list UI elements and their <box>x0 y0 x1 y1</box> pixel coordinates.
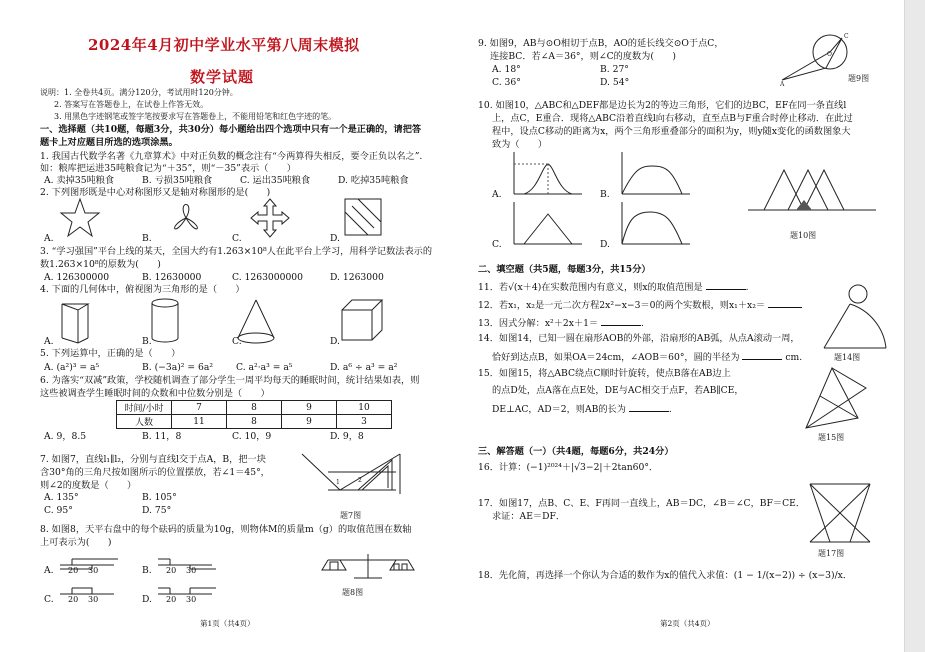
q10-text-cont3: 致为（ ） <box>492 139 548 150</box>
table-cell: 人数 <box>117 415 172 429</box>
exam-title: 2024年4月初中学业水平第八周末模拟 <box>88 36 360 54</box>
q17-text: 17．如图17，点B、C、E、F再同一直线上，AB＝DC，∠B＝∠C，BF＝CE． <box>478 498 806 509</box>
q4-cylinder-figure <box>150 298 180 344</box>
q12-text <box>478 298 802 312</box>
q4-option-d: D. <box>330 336 340 347</box>
q5-text: 5. 下列运算中，正确的是（ ） <box>40 348 181 359</box>
q10-graph-d <box>616 200 692 246</box>
note-2: 2. 答案写在答题卷上，在试卷上作答无效。 <box>54 100 209 109</box>
q3-option-b: B. 12630000 <box>142 272 202 283</box>
q8-axis-c-label-20: 20 <box>68 595 79 604</box>
q11-answer-blank[interactable] <box>706 280 746 290</box>
section2-heading: 二、填空题（共5题，每题3分，共15分） <box>478 264 651 275</box>
figure-10-caption: 题10图 <box>790 231 817 240</box>
figure-8-balance <box>318 548 418 584</box>
q2-arrows-figure <box>250 198 290 238</box>
q2-option-d: D. <box>330 233 340 244</box>
svg-text:O: O <box>827 51 832 58</box>
page-1-footer: 第1页（共4页） <box>200 619 255 628</box>
q4-prism-figure <box>58 298 94 344</box>
q15-text: 15．如图15，将△ABC绕点C顺时针旋转，使点B落在AB边上 <box>478 368 731 379</box>
page-1 <box>0 0 455 652</box>
q7-text-cont: 含30°角的三角尺按如图所示的位置摆放，若∠1＝45°， <box>40 467 270 478</box>
table-cell: 11 <box>172 415 227 429</box>
note-1: 说明：1. 全卷共4页。满分120分，考试用时120分钟。 <box>40 88 238 97</box>
q17-text-cont: 求证：AE＝DF． <box>492 511 566 522</box>
table-cell: 时间/小时 <box>117 401 172 415</box>
q4-option-c: C. <box>232 336 242 347</box>
figure-8-caption: 题8图 <box>342 588 364 597</box>
q8-axis-b-label-30: 30 <box>186 566 197 575</box>
q5-option-b: B. (−3a)² = 6a² <box>142 362 214 373</box>
q6-option-a: A. 9，8.5 <box>44 431 87 442</box>
q3-option-c: C. 1263000000 <box>232 272 303 283</box>
q8-axis-b-label-20: 20 <box>166 566 177 575</box>
q9-text-cont: 连接BC．若∠A＝36°，则∠C的度数为( ) <box>490 51 676 62</box>
q10-graph-a <box>508 150 584 196</box>
q2-trefoil-figure <box>166 198 206 238</box>
q4-cube-figure <box>340 298 384 342</box>
svg-text:1: 1 <box>336 479 340 486</box>
q14-label: 恰好到达点B，如果OA＝24cm，∠AOB＝60°，圆的半径为 <box>492 352 740 363</box>
q8-axis-a-label-20: 20 <box>68 566 79 575</box>
q9-text: 9. 如图9，AB与⊙O相切于点B，AO的延长线交⊙O于点C， <box>478 38 724 49</box>
q1-text-cont: 如：粮库把运进35吨粮食记为“＋35”，则“－35”表示（ ） <box>40 163 296 174</box>
q10-option-c: C. <box>492 239 502 250</box>
q13-label: 13．因式分解：x²＋2x＋1＝ <box>478 318 599 329</box>
q3-text-cont: 数1.263×10⁸的原数为( ) <box>40 259 161 270</box>
q7-option-c: C. 95° <box>44 505 73 516</box>
q14-unit: cm. <box>785 352 803 363</box>
q3-text: 3. “学习强国”平台上线的某天，全国大约有1.263×10⁸人在此平台上学习，用科学记数法表示的 <box>40 246 433 257</box>
q10-option-a: A. <box>492 189 502 200</box>
table-cell: 8 <box>227 415 282 429</box>
q1-option-d: D. 吃掉35吨粮食 <box>338 175 409 186</box>
vertical-scrollbar[interactable] <box>904 0 925 652</box>
q5-option-c: C. a²·a³ = a⁵ <box>236 362 293 373</box>
figure-9 <box>780 30 850 86</box>
q8-option-b: B. <box>142 565 152 576</box>
note-3: 3. 用黑色字迹钢笔或签字笔按要求写在答题卷上，不能用铅笔和红色字迹的笔。 <box>54 112 337 121</box>
q15-text-cont: 的点D处，点A落在点E处，DE与AC相交于点F，若AB∥CE， <box>492 385 744 396</box>
q8-axis-d-label-20: 20 <box>166 595 177 604</box>
q1-text: 1. 我国古代数学名著《九章算术》中对正负数的概念注有“今两算得失相反，要令正负以名之”. <box>40 151 423 162</box>
q4-option-b: B. <box>142 336 152 347</box>
q6-table <box>116 400 392 429</box>
q7-text: 7. 如图7，直线l₁∥l₂，分别与直线l交于点A，B，把一块 <box>40 454 266 465</box>
q11-label: 11．若√(x＋4)在实数范围内有意义，则x的取值范围是 <box>478 282 703 293</box>
q18-text: 18．先化简，再选择一个你认为合适的数作为x的值代入求值：(1 − 1/(x−2)) ÷ (x−3)/x． <box>478 570 853 581</box>
q9-option-c: C. 36° <box>492 77 521 88</box>
figure-9-caption: 题9图 <box>848 74 870 83</box>
q14-text: 14．如图14，已知一圆在扇形AOB的外部，沿扇形的AB弧，从点A滚动一周， <box>478 333 800 344</box>
page-2 <box>460 0 905 652</box>
figure-17 <box>800 480 890 546</box>
svg-text:C: C <box>844 33 849 40</box>
q7-option-b: B. 105° <box>142 492 177 503</box>
q10-text: 10. 如图10，△ABC和△DEF都是边长为2的等边三角形，它们的边BC，EF在同一条直线l <box>478 100 847 111</box>
q15-label: DE⊥AC，AD＝2，则AB的长为 <box>492 404 626 415</box>
q2-option-a: A. <box>44 233 54 244</box>
q13-answer-blank[interactable] <box>601 316 641 326</box>
q14-text-cont <box>492 350 802 364</box>
q8-axis-d-label-30: 30 <box>186 595 197 604</box>
figure-10 <box>748 160 878 220</box>
q10-graph-b <box>616 150 692 196</box>
q16-text: 16．计算：(−1)²⁰²⁴＋|√3−2|＋2tan60°． <box>478 462 659 473</box>
svg-text:2: 2 <box>358 477 362 484</box>
section1-heading: 一、选择题（共10题，每题3分，共30分）每小题给出四个选项中只有一个是正确的，请把答 <box>40 124 422 135</box>
q8-axis-c-label-30: 30 <box>88 595 99 604</box>
q1-option-b: B. 亏损35吨粮食 <box>142 175 213 186</box>
q8-option-d: D. <box>142 594 152 605</box>
figure-7 <box>300 452 410 498</box>
exam-subtitle: 数学试题 <box>190 68 255 86</box>
q8-text: 8. 如图8，天平右盘中的每个砝码的质量为10g，则物体M的质量m（g）的取值范围在数轴 <box>40 524 412 535</box>
q7-option-a: A. 135° <box>44 492 79 503</box>
figure-14 <box>820 284 890 352</box>
q4-text: 4. 下面的几何体中，俯视图为三角形的是（ ） <box>40 284 245 295</box>
q4-cone-figure <box>236 298 276 344</box>
table-cell: 10 <box>337 401 392 415</box>
table-row <box>117 415 392 429</box>
q6-option-c: C. 10，9 <box>232 431 272 442</box>
figure-7-caption: 题7图 <box>340 511 362 520</box>
figure-14-caption: 题14图 <box>834 353 861 362</box>
page-2-footer: 第2页（共4页） <box>660 619 715 628</box>
table-cell: 9 <box>282 415 337 429</box>
q12-label: 12．若x₁，x₂是一元二次方程2x²−x−3＝0的两个实数根，则x₁＋x₂＝ <box>478 300 766 311</box>
q7-text-cont2: 则∠2的度数是（ ） <box>40 480 137 491</box>
q2-text: 2. 下列图形既是中心对称图形又是轴对称图形的是( ) <box>40 187 271 198</box>
q13-text: 13．因式分解：x²＋2x＋1＝ . <box>478 318 644 329</box>
q2-option-c: C. <box>232 233 242 244</box>
q8-option-a: A. <box>44 565 54 576</box>
q2-option-b: B. <box>142 233 152 244</box>
q9-option-b: B. 27° <box>600 64 629 75</box>
figure-17-caption: 题17图 <box>818 549 845 558</box>
table-cell: 7 <box>172 401 227 415</box>
q7-option-d: D. 75° <box>142 505 172 516</box>
svg-text:A: A <box>780 81 785 88</box>
q15-answer-blank[interactable] <box>629 402 669 412</box>
q2-star-figure <box>60 198 100 238</box>
section3-heading: 三、解答题（一）（共4题，每题6分，共24分） <box>478 446 674 457</box>
section1-heading-cont: 题卡上对应题目所选的选项涂黑。 <box>40 137 178 148</box>
q3-option-d: D. 1263000 <box>330 272 384 283</box>
q12-answer-blank[interactable] <box>768 298 802 308</box>
q6-option-b: B. 11，8 <box>142 431 182 442</box>
q5-option-a: A. (a²)³ = a⁵ <box>44 362 100 373</box>
q9-option-d: D. 54° <box>600 77 630 88</box>
figure-15 <box>800 366 870 432</box>
q10-text-cont2: 程中，设点C移动的距离为x，两个三角形重叠部分的面积为y，则y随x变化的函数图象大 <box>492 126 851 137</box>
q10-text-cont: 上，点C，E重合．现将△ABC沿着直线l向右移动，直至点B与F重合时停止移动．在此过 <box>492 113 853 124</box>
q4-option-a: A. <box>44 336 54 347</box>
q9-option-a: A. 18° <box>492 64 521 75</box>
q2-square-figure <box>344 198 382 236</box>
q10-option-d: D. <box>600 239 610 250</box>
table-cell: 9 <box>282 401 337 415</box>
q10-graph-c <box>508 200 584 246</box>
q5-option-d: D. a⁶ ÷ a³ = a² <box>330 362 398 373</box>
figure-15-caption: 题15图 <box>818 433 845 442</box>
q10-option-b: B. <box>600 189 610 200</box>
q8-text-cont: 上可表示为( ) <box>40 537 112 548</box>
q11-text: 11．若√(x＋4)在实数范围内有意义，则x的取值范围是 . <box>478 282 749 293</box>
q8-option-c: C. <box>44 594 54 605</box>
q8-axis-a-label-30: 30 <box>88 566 99 575</box>
q14-answer-blank[interactable] <box>742 350 782 360</box>
table-cell: 3 <box>337 415 392 429</box>
table-row <box>117 401 392 415</box>
q1-option-a: A. 卖掉35吨粮食 <box>44 175 115 186</box>
q6-option-d: D. 9，8 <box>330 431 364 442</box>
q6-text-cont: 这些被调查学生睡眠时间的众数和中位数分别是（ ） <box>40 388 270 399</box>
q6-text: 6. 为落实“双减”政策，学校随机调查了部分学生一周平均每天的睡眠时间，统计结果如表，则 <box>40 375 420 386</box>
table-cell: 8 <box>227 401 282 415</box>
q1-option-c: C. 运出35吨粮食 <box>240 175 311 186</box>
q3-option-a: A. 126300000 <box>44 272 110 283</box>
q15-text-cont2: DE⊥AC，AD＝2，则AB的长为 . <box>492 404 672 415</box>
